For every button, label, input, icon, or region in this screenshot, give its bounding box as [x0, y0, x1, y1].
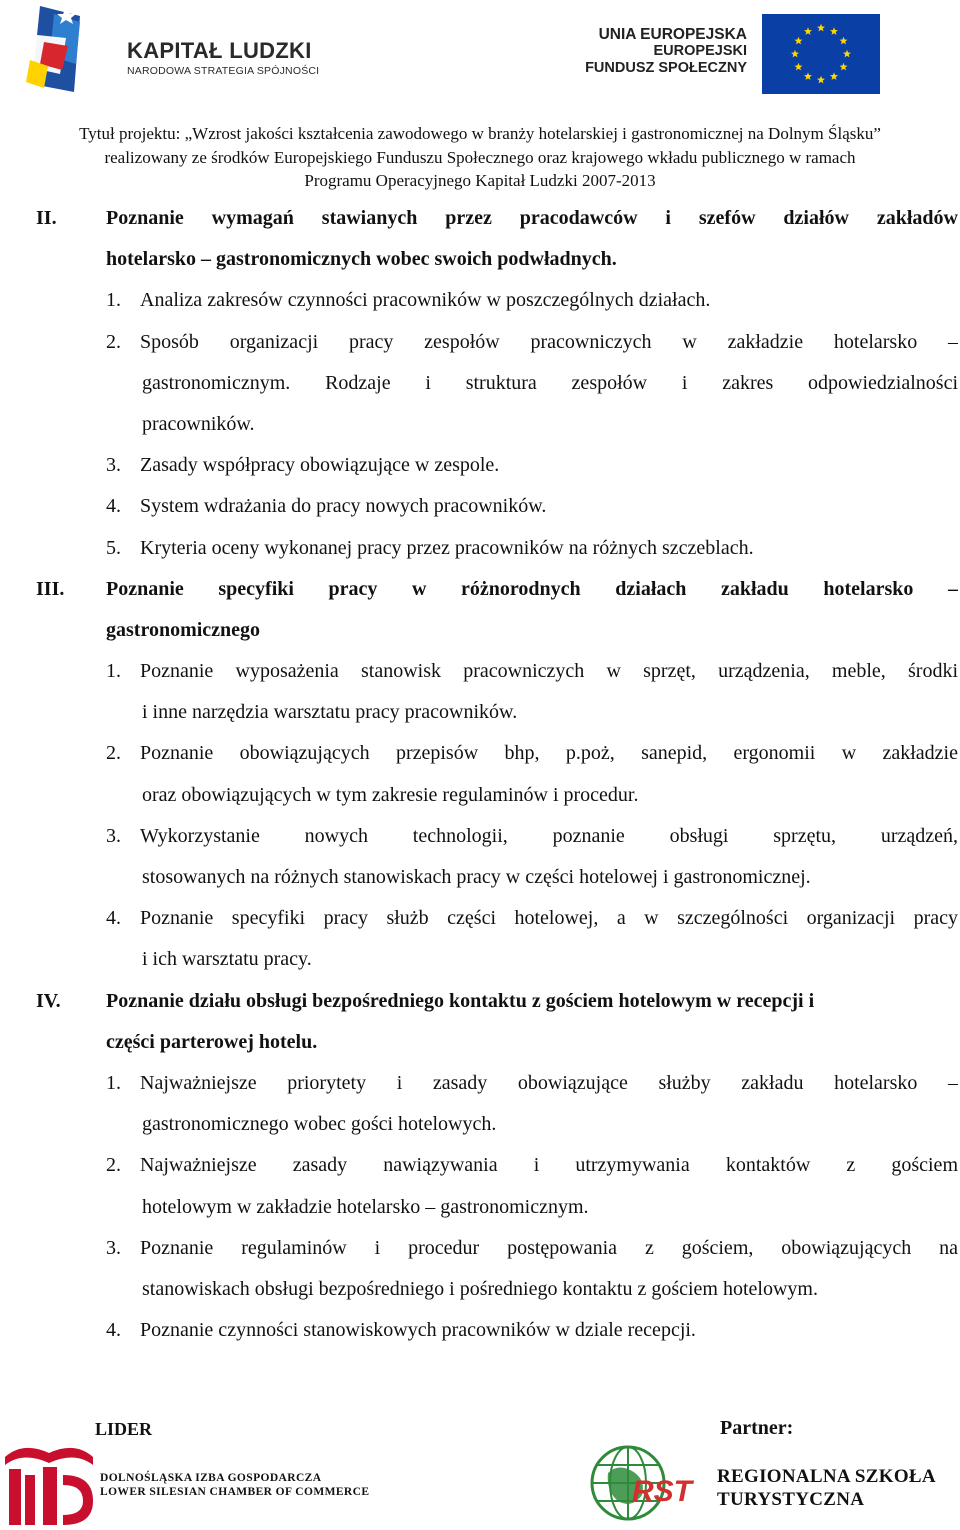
list-item-text: Kryteria oceny wykonanej pracy przez pracowników na różnych szczeblach. — [140, 536, 754, 559]
list-item-number: 4. — [106, 1319, 121, 1342]
list-item-number: 2. — [106, 330, 121, 353]
section-heading — [36, 569, 958, 610]
dig-logo-icon — [3, 1437, 95, 1527]
eu-line-3: FUNDUSZ SPOŁECZNY — [585, 60, 747, 76]
list-item — [36, 486, 958, 527]
list-item-text: Sposób organizacji pracy zespołów pracowniczych w zakładzie hotelarsko – — [140, 330, 958, 353]
section-heading — [36, 198, 958, 239]
rst-logo-text: RST — [632, 1475, 692, 1508]
eu-star-icon — [840, 37, 848, 45]
list-item-number: 1. — [106, 1071, 121, 1094]
project-line-1: Tytuł projektu: „Wzrost jakości kształcenia zawodowego w branży hotelarskiej i gastronomicznej na Dolnym Śląsku” — [79, 124, 881, 143]
section-heading — [36, 981, 958, 1022]
section-title-line: hotelarsko – gastronomicznych wobec swoich podwładnych. — [106, 248, 617, 271]
eu-line-1: UNIA EUROPEJSKA — [598, 26, 747, 43]
list-item-text: System wdrażania do pracy nowych pracowników. — [140, 495, 547, 518]
dig-name — [100, 1471, 369, 1499]
eu-star-icon — [817, 76, 825, 84]
list-item-continuation: stosowanych na różnych stanowiskach pracy w części hotelowej i gastronomicznej. — [142, 866, 811, 888]
eu-star-icon — [817, 24, 825, 32]
list-item-text: Najważniejsze priorytety i zasady obowiązujące służby zakładu hotelarsko – — [140, 1071, 958, 1094]
section-title-line: części parterowej hotelu. — [106, 1030, 318, 1053]
list-item-number: 5. — [106, 536, 121, 559]
list-item-text: Poznanie specyfiki pracy służb części hotelowej, a w szczególności organizacji pracy — [140, 907, 958, 930]
lider-label: LIDER — [95, 1419, 153, 1439]
list-item-text: Analiza zakresów czynności pracowników w poszczególnych działach. — [140, 289, 711, 312]
eu-star-icon — [794, 37, 802, 45]
document-content — [36, 198, 958, 1351]
list-item — [36, 445, 958, 486]
partner-label: Partner: — [720, 1417, 794, 1439]
section-title-line: Poznanie wymagań stawianych przez pracodawców i szefów działów zakładów — [106, 207, 958, 229]
section-title-line: Poznanie działu obsługi bezpośredniego kontaktu z gościem hotelowym w recepcji i — [106, 989, 815, 1012]
list-item — [36, 322, 958, 363]
section-number: III. — [36, 577, 65, 600]
list-item-number: 2. — [106, 742, 121, 765]
list-item-number: 1. — [106, 660, 121, 683]
list-item-text: Najważniejsze zasady nawiązywania i utrzymywania kontaktów z gościem — [140, 1154, 958, 1177]
list-item-continuation: gastronomicznego wobec gości hotelowych. — [142, 1113, 497, 1136]
list-item — [36, 1310, 958, 1351]
eu-flag-icon — [762, 14, 880, 94]
section-number: IV. — [36, 989, 61, 1012]
eu-star-icon — [794, 63, 802, 71]
eu-star-icon — [830, 27, 838, 35]
list-item-text: Wykorzystanie nowych technologii, poznanie obsługi sprzętu, urządzeń, — [140, 824, 958, 847]
list-item-text: Poznanie regulaminów i procedur postępowania z gościem, obowiązujących na — [140, 1236, 958, 1259]
list-item-continuation: pracowników. — [142, 412, 255, 435]
list-item — [36, 1145, 958, 1186]
list-item-text: Poznanie obowiązujących przepisów bhp, p.poż, sanepid, ergonomii w zakładzie — [140, 742, 958, 765]
header-logos — [0, 0, 960, 118]
list-item-text: Poznanie wyposażenia stanowisk pracowniczych w sprzęt, urządzenia, meble, środki — [140, 660, 958, 683]
list-item-number: 3. — [106, 454, 121, 477]
eu-star-icon — [804, 72, 812, 80]
list-item — [36, 898, 958, 939]
list-item — [36, 528, 958, 569]
rst-name — [717, 1465, 936, 1511]
section-title-line: gastronomicznego — [106, 618, 261, 641]
eu-text — [585, 26, 747, 77]
list-item-continuation: stanowiskach obsługi bezpośredniego i pośredniego kontaktu z gościem hotelowym. — [142, 1277, 818, 1300]
rst-logo-icon — [588, 1443, 698, 1529]
list-item — [36, 1228, 958, 1269]
kapital-ludzki-subtitle: NARODOWA STRATEGIA SPÓJNOŚCI — [127, 65, 320, 77]
list-item-continuation: i ich warsztatu pracy. — [142, 948, 312, 971]
kapital-ludzki-title: KAPITAŁ LUDZKI — [127, 38, 312, 63]
eu-star-icon — [791, 50, 799, 58]
section-title-line: Poznanie specyfiki pracy w różnorodnych działach zakładu hotelarsko – — [106, 577, 958, 600]
list-item-number: 1. — [106, 289, 121, 312]
list-item-number: 4. — [106, 907, 121, 930]
rst-name-line-2: TURYSTYCZNA — [717, 1489, 865, 1510]
eu-line-2: EUROPEJSKI — [653, 43, 747, 59]
eu-star-icon — [843, 50, 851, 58]
project-line-2: realizowany ze środków Europejskiego Funduszu Społecznego oraz krajowego wkładu publicznego w ramach — [104, 147, 856, 167]
eu-logo — [585, 14, 880, 96]
list-item — [36, 651, 958, 692]
list-item-text: Zasady współpracy obowiązujące w zespole. — [140, 454, 500, 477]
list-item-text: Poznanie czynności stanowiskowych pracowników w dziale recepcji. — [140, 1319, 696, 1342]
eu-star-icon — [804, 27, 812, 35]
footer — [0, 1405, 960, 1530]
eu-star-icon — [840, 63, 848, 71]
list-item — [36, 1063, 958, 1104]
kapital-ludzki-emblem-icon — [22, 4, 102, 96]
list-item-number: 2. — [106, 1154, 121, 1177]
list-item-continuation: i inne narzędzia warsztatu pracy pracowników. — [142, 701, 518, 724]
eu-star-icon — [830, 72, 838, 80]
dig-name-line-1: DOLNOŚLĄSKA IZBA GOSPODARCZA — [100, 1472, 322, 1484]
project-title — [0, 122, 960, 193]
list-item-number: 4. — [106, 495, 121, 518]
list-item — [36, 280, 958, 321]
dig-name-line-2: LOWER SILESIAN CHAMBER OF COMMERCE — [100, 1486, 370, 1498]
list-item — [36, 816, 958, 857]
rst-name-line-1: REGIONALNA SZKOŁA — [717, 1466, 936, 1487]
list-item-continuation: hotelowym w zakładzie hotelarsko – gastronomicznym. — [142, 1195, 589, 1218]
project-line-3: Programu Operacyjnego Kapitał Ludzki 2007-2013 — [304, 171, 656, 190]
kapital-ludzki-logo — [22, 4, 322, 96]
section-number: II. — [36, 207, 57, 229]
list-item-number: 3. — [106, 1236, 121, 1259]
list-item-continuation: gastronomicznym. Rodzaje i struktura zespołów i zakres odpowiedzialności — [142, 371, 958, 394]
list-item-continuation: oraz obowiązujących w tym zakresie regulaminów i procedur. — [142, 783, 639, 806]
list-item — [36, 733, 958, 774]
list-item-number: 3. — [106, 824, 121, 847]
